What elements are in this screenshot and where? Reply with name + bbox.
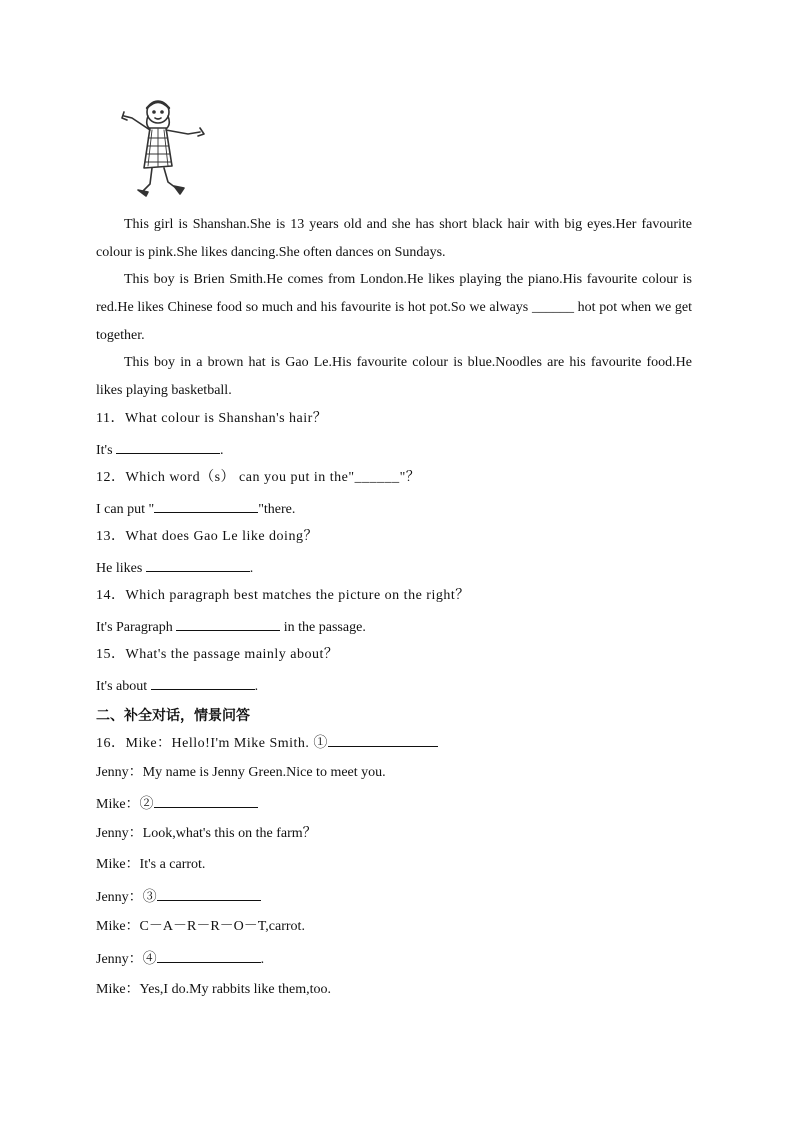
dialogue-blank-1[interactable] — [328, 732, 438, 747]
paragraph-2 — [96, 266, 692, 350]
dialogue-line-2: Jenny：My name is Jenny Green.Nice to meet you. — [96, 765, 386, 780]
dialogue-line-3-text: Mike：② — [96, 797, 154, 812]
paragraph-1: This girl is Shanshan.She is 13 years old and she has short black hair with big eyes.Her favourite colour is pink.She likes dancing.She often dances on Sundays. — [96, 217, 692, 260]
paragraph-3: This boy in a brown hat is Gao Le.His favourite colour is blue.Noodles are his favourite food.He likes playing basketball. — [96, 355, 692, 398]
paragraph-2-blank: ______ — [531, 300, 574, 315]
answer-11 — [96, 439, 696, 461]
section-2-heading: 二、补全对话，情景问答 — [96, 708, 250, 724]
answer-11-blank[interactable] — [116, 439, 220, 454]
answer-12 — [96, 498, 696, 520]
answer-12-suffix: "there. — [258, 502, 296, 517]
answer-12-blank[interactable] — [154, 498, 258, 513]
answer-15 — [96, 675, 696, 697]
answer-14-suffix: in the passage. — [280, 620, 366, 635]
answer-14-prefix: It's Paragraph — [96, 620, 177, 635]
dialogue-blank-4[interactable] — [157, 948, 261, 963]
dialogue-blank-2[interactable] — [154, 793, 258, 808]
answer-13-prefix: He likes — [96, 561, 146, 576]
dialogue-line-8-text: Jenny：④ — [96, 952, 157, 967]
dialogue-line-7: Mike：C－A－R－R－O－T,carrot. — [96, 919, 305, 934]
dialogue-line-1 — [96, 732, 696, 754]
dialogue-line-9: Mike：Yes,I do.My rabbits like them,too. — [96, 982, 332, 997]
dialogue-line-5: Mike：It's a carrot. — [96, 857, 206, 872]
answer-11-prefix: It's — [96, 443, 117, 458]
paragraph-2-text-end: hot pot when we get together. — [96, 300, 693, 343]
answer-14 — [96, 616, 696, 638]
answer-14-blank[interactable] — [176, 616, 280, 631]
dialogue-line-6-text: Jenny：③ — [96, 890, 157, 905]
paragraph-2-text: This boy is Brien Smith.He comes from London.He likes playing the piano.His favourite colour is red.He likes Chinese food so much and his favourite is hot pot.So we always — [96, 272, 692, 315]
dialogue-line-1-text: 16．Mike：Hello!I'm Mike Smith. ① — [96, 736, 328, 751]
dialogue-line-6 — [96, 886, 696, 908]
question-11: 11．What colour is Shanshan's hair？ — [96, 411, 328, 426]
answer-15-blank[interactable] — [151, 675, 255, 690]
question-15: 15．What's the passage mainly about？ — [96, 647, 339, 662]
dialogue-line-4: Jenny：Look,what's this on the farm？ — [96, 826, 317, 841]
question-13: 13．What does Gao Le like doing？ — [96, 529, 318, 544]
answer-13-blank[interactable] — [146, 557, 250, 572]
question-14: 14．Which paragraph best matches the picture on the right？ — [96, 588, 470, 603]
answer-13-suffix: . — [249, 561, 254, 576]
dialogue-line-8 — [96, 948, 696, 970]
answer-12-prefix: I can put " — [96, 502, 155, 517]
answer-11-suffix: . — [220, 443, 224, 458]
question-12: 12．Which word（s） can you put in the"______"？ — [96, 470, 421, 485]
dialogue-line-3 — [96, 793, 696, 815]
dialogue-line-8-suffix: . — [260, 952, 265, 967]
answer-13 — [96, 557, 696, 579]
dialogue-blank-3[interactable] — [157, 886, 261, 901]
answer-15-prefix: It's about — [96, 679, 151, 694]
dancing-girl-icon — [118, 96, 210, 206]
answer-15-suffix: . — [254, 679, 259, 694]
